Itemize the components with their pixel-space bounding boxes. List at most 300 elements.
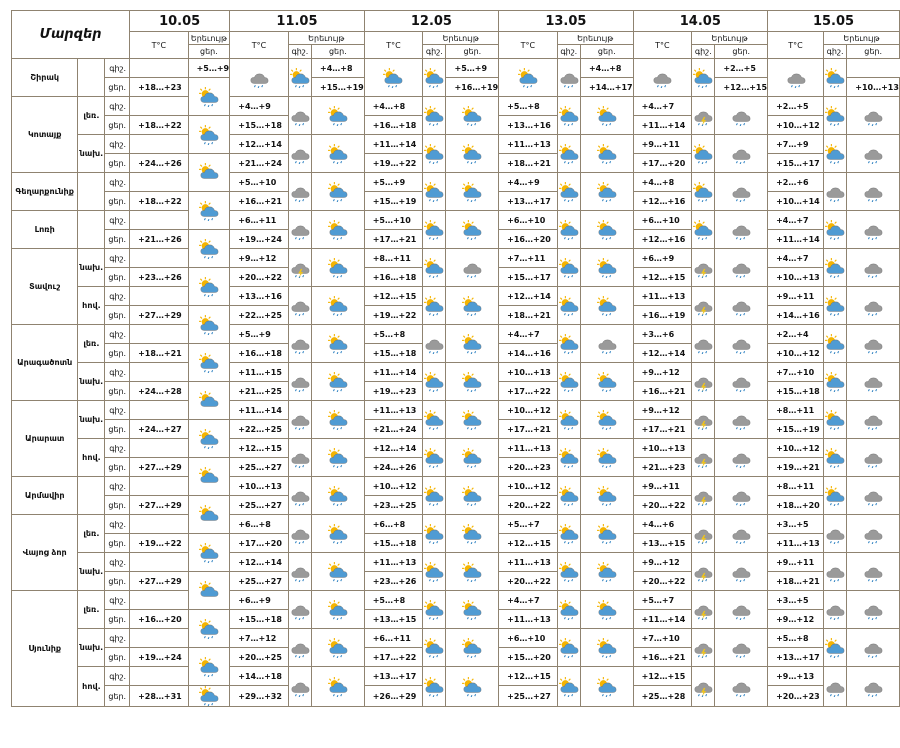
weather-cell (823, 667, 846, 707)
cloud-rain-icon (730, 453, 752, 472)
sun-cloud-rain-icon (198, 624, 220, 643)
weather-cell (288, 553, 311, 591)
sun-cloud-rain-icon (327, 567, 349, 586)
temperature-range: +25…+27 (230, 496, 289, 515)
weather-cell (847, 439, 900, 477)
weather-cell (692, 667, 715, 707)
temperature-range: +11…+13 (364, 553, 423, 572)
cloud-light-rain-icon (730, 225, 752, 244)
weather-cell (423, 135, 446, 173)
weather-cell (692, 477, 715, 515)
region-name: Շիրակ (12, 59, 78, 97)
table-row (12, 59, 900, 78)
temperature-range: +12…+15 (633, 667, 692, 686)
weather-cell (288, 211, 311, 249)
cloud-rain-icon (862, 377, 884, 396)
weather-cell (557, 591, 580, 629)
weather-cell (580, 629, 633, 667)
weather-cell (557, 401, 580, 439)
weather-cell (847, 553, 900, 591)
period-label: գիշ. (105, 667, 130, 686)
weather-cell (423, 173, 446, 211)
period-label: գիշ. (105, 553, 130, 572)
cloud-rain-icon (862, 187, 884, 206)
temperature-range: +5…+10 (364, 211, 423, 230)
temperature-range: +10…+13 (499, 363, 558, 382)
cloud-rain-icon (730, 339, 752, 358)
table-row (12, 591, 900, 610)
sun-cloud-rain-icon (596, 301, 618, 320)
weather-cell (715, 401, 768, 439)
weather-cell (423, 287, 446, 325)
weather-cell (446, 629, 499, 667)
weather-cell (823, 325, 846, 363)
weather-cell (312, 135, 365, 173)
temperature-range (130, 59, 189, 78)
weather-cell (847, 135, 900, 173)
sun-cloud-rain-icon (382, 73, 404, 92)
weather-cell (715, 667, 768, 707)
weather-cell (692, 363, 715, 401)
temperature-range: +20…+22 (499, 572, 558, 591)
weather-cell (423, 401, 446, 439)
sun-cloud-rain-icon (423, 377, 445, 396)
temperature-range: +12…+14 (230, 135, 289, 154)
period-label: գիշ. (105, 59, 130, 78)
sun-cloud-rain-icon (423, 225, 445, 244)
temperature-range: +17…+20 (230, 534, 289, 553)
temperature-range (130, 629, 189, 648)
sun-cloud-rain-icon (327, 111, 349, 130)
cloud-rain-icon (730, 415, 752, 434)
zone-name: հով. (78, 287, 105, 325)
weather-cell (715, 629, 768, 667)
zone-name (78, 59, 105, 97)
temperature-range: +28…+31 (130, 686, 189, 707)
weather-cell (692, 591, 715, 629)
sun-cloud-rain-icon (558, 491, 580, 510)
weather-cell (823, 401, 846, 439)
sun-cloud-rain-icon (517, 73, 539, 92)
temperature-range: +16…+21 (230, 192, 289, 211)
cloud-storm-icon (692, 377, 714, 396)
weather-cell (557, 553, 580, 591)
region-name: Արարատ (12, 401, 78, 477)
temperature-range: +11…+15 (230, 363, 289, 382)
temperature-range: +17…+20 (633, 154, 692, 173)
temperature-range: +12…+16 (633, 192, 692, 211)
weather-cell (188, 154, 230, 192)
temperature-range: +16…+21 (633, 382, 692, 401)
cloud-rain-icon (862, 111, 884, 130)
temperature-range: +25…+27 (230, 572, 289, 591)
temperature-range: +13…+17 (768, 648, 824, 667)
weather-cell (288, 591, 311, 629)
sun-cloud-rain-icon (423, 73, 445, 92)
temperature-range: +11…+14 (364, 363, 423, 382)
zone-name (78, 173, 105, 211)
cloud-rain-icon (289, 111, 311, 130)
sun-cloud-rain-icon (327, 682, 349, 701)
weather-cell (715, 287, 768, 325)
weather-cell (847, 629, 900, 667)
temperature-range: +4…+7 (499, 325, 558, 344)
temperature-range: +10…+12 (499, 477, 558, 496)
temperature-range: +11…+13 (499, 610, 558, 629)
weather-cell (580, 249, 633, 287)
sun-cloud-rain-icon (824, 377, 846, 396)
weather-cell (633, 59, 692, 97)
regions-header: Մարզեր (12, 11, 130, 59)
weather-cell (847, 287, 900, 325)
weather-cell (580, 287, 633, 325)
sun-cloud-rain-icon (461, 225, 483, 244)
temperature-range: +22…+25 (230, 420, 289, 439)
cloud-rain-icon (730, 263, 752, 282)
period-label: գիշ. (105, 97, 130, 116)
cloud-rain-icon (862, 682, 884, 701)
weather-cell (847, 249, 900, 287)
date-header: 14.05 (633, 11, 767, 32)
cloud-storm-icon (692, 643, 714, 662)
weather-cell (692, 287, 715, 325)
period-label: ցեր. (105, 230, 130, 249)
temperature-range: +5…+8 (364, 591, 423, 610)
weather-cell (288, 325, 311, 363)
region-name: Արագածոտն (12, 325, 78, 401)
phenomenon-header: Երեւույթ (692, 32, 768, 45)
temperature-range: +12…+15 (499, 667, 558, 686)
temperature-range: +26…+29 (364, 686, 423, 707)
weather-cell (557, 97, 580, 135)
temperature-range: +21…+23 (633, 458, 692, 477)
weather-cell (715, 249, 768, 287)
temperature-range: +20…+25 (230, 648, 289, 667)
temperature-range: +7…+10 (768, 363, 824, 382)
cloud-rain-icon (862, 567, 884, 586)
sun-cloud-rain-icon (461, 682, 483, 701)
temperature-range (130, 477, 189, 496)
weather-cell (557, 439, 580, 477)
temperature-range: +21…+25 (230, 382, 289, 401)
sun-cloud-rain-icon (558, 301, 580, 320)
sun-cloud-rain-icon (461, 187, 483, 206)
period-label: ցեր. (105, 192, 130, 211)
weather-cell (580, 591, 633, 629)
weather-cell (423, 325, 446, 363)
sun-cloud-rain-icon (461, 301, 483, 320)
sun-cloud-icon (198, 168, 220, 187)
temperature-range: +19…+22 (364, 154, 423, 173)
temperature-range: +9…+12 (768, 610, 824, 629)
cloud-light-rain-icon (824, 529, 846, 548)
temperature-range: +24…+26 (364, 458, 423, 477)
weather-cell (446, 173, 499, 211)
temperature-range: +6…+10 (499, 629, 558, 648)
temperature-range (130, 401, 189, 420)
temperature-range: +6…+8 (230, 515, 289, 534)
date-header: 10.05 (130, 11, 230, 32)
temperature-range: +5…+10 (230, 173, 289, 192)
temperature-range: +16…+21 (633, 648, 692, 667)
temperature-range: +5…+7 (633, 591, 692, 610)
period-label: ցեր. (105, 306, 130, 325)
period-label: ցեր. (105, 344, 130, 363)
temperature-range: +2…+5 (768, 97, 824, 116)
cloud-light-rain-icon (824, 187, 846, 206)
weather-cell (446, 287, 499, 325)
cloud-storm-icon (692, 415, 714, 434)
weather-cell (288, 439, 311, 477)
sun-cloud-rain-icon (461, 605, 483, 624)
temperature-range: +5…+8 (768, 629, 824, 648)
temperature-range: +14…+16 (499, 344, 558, 363)
temperature-range: +23…+26 (130, 268, 189, 287)
weather-cell (188, 344, 230, 382)
sun-cloud-rain-icon (558, 605, 580, 624)
weather-cell (288, 249, 311, 287)
sun-cloud-icon (198, 396, 220, 415)
table-row (12, 97, 900, 116)
temperature-range: +13…+16 (230, 287, 289, 306)
weather-cell (446, 97, 499, 135)
weather-cell (715, 591, 768, 629)
temperature-range: +21…+24 (230, 154, 289, 173)
cloud-rain-icon (730, 529, 752, 548)
temperature-range: +11…+14 (633, 116, 692, 135)
region-name: Տավուշ (12, 249, 78, 325)
weather-cell (823, 477, 846, 515)
sun-cloud-rain-icon (327, 187, 349, 206)
cloud-rain-icon (862, 225, 884, 244)
sun-cloud-rain-icon (423, 111, 445, 130)
forecast-table (11, 10, 900, 707)
table-row (12, 325, 900, 344)
cloud-rain-icon (289, 377, 311, 396)
weather-cell (288, 97, 311, 135)
weather-cell (288, 363, 311, 401)
weather-cell (692, 401, 715, 439)
temperature-range: +4…+9 (499, 173, 558, 192)
sun-cloud-rain-icon (824, 263, 846, 282)
period-label: ցեր. (105, 268, 130, 287)
zone-name: նախ. (78, 401, 105, 439)
temperature-range: +3…+5 (768, 515, 824, 534)
temperature-range: +9…+12 (633, 363, 692, 382)
cloud-rain-icon (423, 339, 445, 358)
temperature-range: +10…+13 (230, 477, 289, 496)
period-label: ցեր. (105, 154, 130, 173)
period-label: գիշ. (105, 211, 130, 230)
weather-cell (847, 211, 900, 249)
weather-cell (446, 325, 499, 363)
temperature-range: +20…+23 (768, 686, 824, 707)
table-row (12, 363, 900, 382)
weather-cell (446, 667, 499, 707)
sun-cloud-rain-icon (327, 339, 349, 358)
sun-cloud-rain-icon (558, 263, 580, 282)
weather-cell (580, 439, 633, 477)
temperature-range: +10…+12 (499, 401, 558, 420)
weather-cell (188, 192, 230, 230)
cloud-rain-icon (651, 73, 673, 92)
sun-cloud-rain-icon (824, 453, 846, 472)
zone-name: լեռ. (78, 325, 105, 363)
temperature-range: +17…+21 (633, 420, 692, 439)
temperature-range: +9…+11 (633, 135, 692, 154)
weather-cell (715, 363, 768, 401)
temperature-range: +12…+14 (364, 439, 423, 458)
table-row (12, 135, 900, 154)
temperature-range: +15…+18 (364, 534, 423, 553)
cloud-storm-icon (692, 111, 714, 130)
weather-cell (188, 420, 230, 458)
cloud-light-rain-icon (824, 682, 846, 701)
cloud-rain-icon (730, 187, 752, 206)
temperature-range (130, 363, 189, 382)
temperature-range: +6…+10 (499, 211, 558, 230)
temperature-range: +11…+14 (364, 135, 423, 154)
weather-cell (823, 591, 846, 629)
temperature-range: +5…+8 (364, 325, 423, 344)
date-header: 15.05 (768, 11, 900, 32)
temperature-range: +12…+14 (230, 553, 289, 572)
day-header: ցեր. (580, 45, 633, 59)
weather-cell (715, 211, 768, 249)
temperature-range: +2…+6 (768, 173, 824, 192)
temperature-range: +5…+8 (499, 97, 558, 116)
temperature-range: +9…+12 (230, 249, 289, 268)
weather-cell (188, 496, 230, 534)
sun-cloud-rain-icon (327, 149, 349, 168)
temperature-range: +12…+16 (633, 230, 692, 249)
weather-cell (823, 363, 846, 401)
cloud-rain-icon (862, 605, 884, 624)
temperature-range: +10…+13 (633, 439, 692, 458)
cloud-rain-icon (289, 529, 311, 548)
sun-cloud-rain-icon (824, 415, 846, 434)
sun-cloud-rain-icon (198, 206, 220, 225)
cloud-rain-icon (730, 605, 752, 624)
weather-cell (423, 553, 446, 591)
period-label: ցեր. (105, 534, 130, 553)
cloud-rain-icon (289, 567, 311, 586)
sun-cloud-rain-icon (824, 73, 846, 92)
weather-cell (288, 173, 311, 211)
temperature-range: +18…+23 (130, 78, 189, 97)
temperature-range: +27…+29 (130, 306, 189, 325)
temperature-range: +6…+11 (230, 211, 289, 230)
cloud-storm-icon (692, 567, 714, 586)
cloud-rain-icon (289, 682, 311, 701)
weather-cell (823, 439, 846, 477)
weather-cell (847, 325, 900, 363)
phenomenon-header: Երեւույթ (557, 32, 633, 45)
weather-cell (580, 211, 633, 249)
sun-cloud-rain-icon (423, 491, 445, 510)
weather-cell (715, 439, 768, 477)
date-header: 12.05 (364, 11, 498, 32)
weather-cell (692, 249, 715, 287)
sun-cloud-icon (198, 472, 220, 491)
table-row (12, 78, 900, 97)
temperature-range: +18…+21 (768, 572, 824, 591)
weather-cell (580, 173, 633, 211)
weather-cell (557, 325, 580, 363)
weather-cell (557, 135, 580, 173)
weather-cell (188, 458, 230, 496)
period-label: ցեր. (105, 458, 130, 477)
weather-cell (312, 211, 365, 249)
weather-cell (557, 667, 580, 707)
weather-cell (446, 249, 499, 287)
sun-cloud-rain-icon (824, 643, 846, 662)
period-label: ցեր. (105, 78, 130, 97)
sun-cloud-rain-icon (289, 73, 311, 92)
weather-cell (188, 306, 230, 344)
cloud-light-rain-icon (824, 567, 846, 586)
cloud-rain-icon (289, 415, 311, 434)
sun-cloud-rain-icon (327, 377, 349, 396)
period-label: գիշ. (105, 439, 130, 458)
weather-cell (823, 135, 846, 173)
cloud-rain-icon (785, 73, 807, 92)
zone-name: նախ. (78, 249, 105, 287)
temperature-range: +9…+12 (633, 553, 692, 572)
weather-cell (847, 173, 900, 211)
weather-cell (557, 211, 580, 249)
temperature-range: +11…+14 (633, 610, 692, 629)
temperature-range: +5…+7 (499, 515, 558, 534)
day-header: ցեր. (715, 45, 768, 59)
temperature-range: +11…+14 (768, 230, 824, 249)
sun-cloud-rain-icon (824, 149, 846, 168)
weather-cell (312, 363, 365, 401)
temperature-range: +13…+17 (499, 192, 558, 211)
cloud-rain-icon (862, 529, 884, 548)
cloud-rain-icon (730, 491, 752, 510)
temperature-range: +7…+11 (499, 249, 558, 268)
sun-cloud-rain-icon (423, 529, 445, 548)
sun-cloud-rain-icon (558, 377, 580, 396)
temperature-range: +20…+23 (499, 458, 558, 477)
sun-cloud-rain-icon (461, 415, 483, 434)
sun-cloud-rain-icon (596, 149, 618, 168)
weather-cell (446, 553, 499, 591)
temperature-range: +19…+24 (230, 230, 289, 249)
weather-cell (423, 97, 446, 135)
sun-cloud-rain-icon (327, 263, 349, 282)
weather-cell (580, 401, 633, 439)
weather-cell (446, 363, 499, 401)
temperature-range: +13…+15 (364, 610, 423, 629)
sun-cloud-rain-icon (692, 187, 714, 206)
temperature-range: +12…+14 (633, 344, 692, 363)
temperature-range: +24…+27 (130, 420, 189, 439)
temperature-range (130, 173, 189, 192)
temperature-range: +10…+12 (768, 344, 824, 363)
weather-cell (288, 629, 311, 667)
sun-cloud-rain-icon (198, 358, 220, 377)
weather-cell (230, 59, 289, 97)
cloud-light-rain-icon (692, 339, 714, 358)
weather-cell (188, 78, 230, 116)
weather-cell (847, 363, 900, 401)
temperature-range: +25…+28 (633, 686, 692, 707)
weather-cell (188, 534, 230, 572)
temperature-range: +5…+9 (446, 59, 499, 78)
temp-header: T°C (230, 32, 289, 59)
